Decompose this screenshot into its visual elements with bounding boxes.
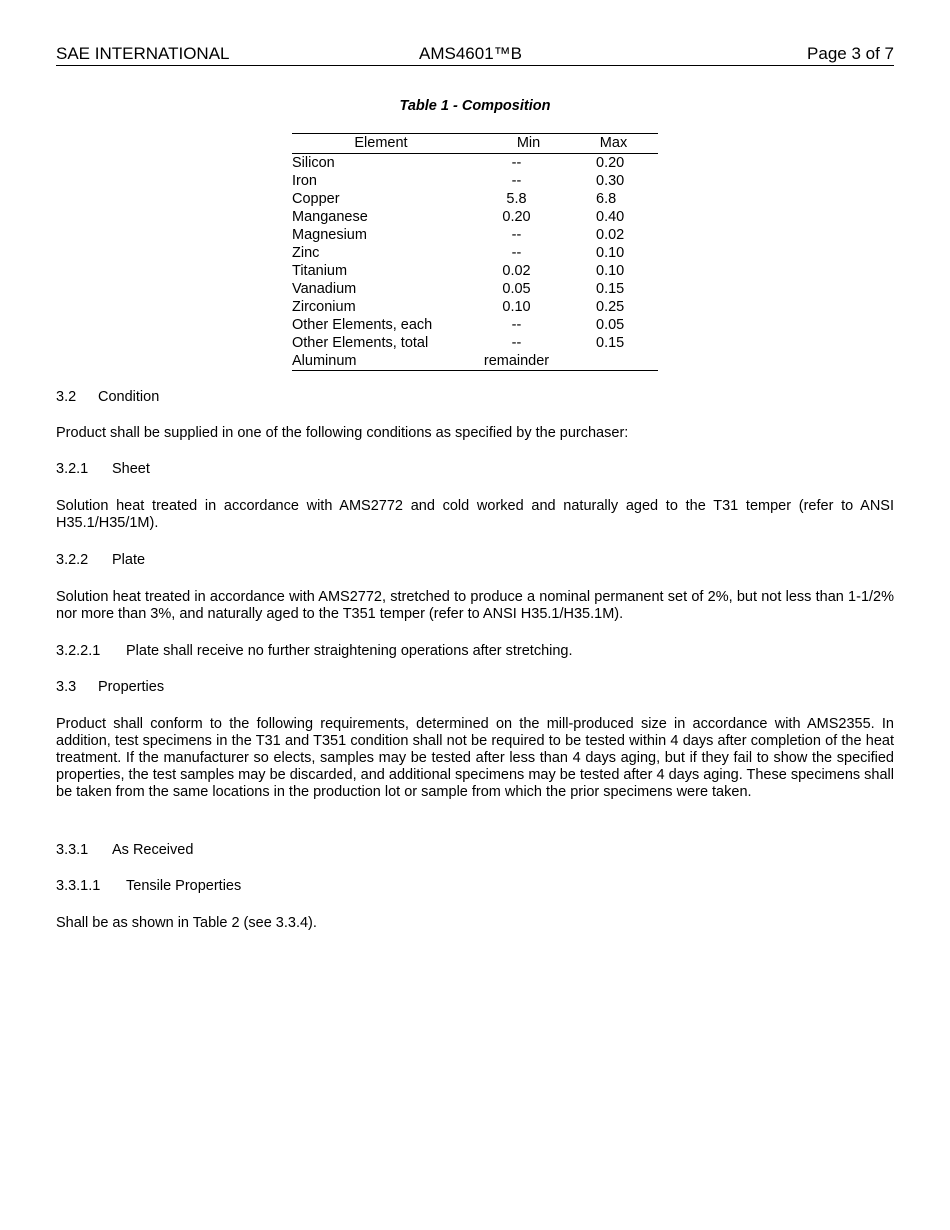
section-3-3-1-heading: [56, 842, 894, 859]
column-header-max: Max: [587, 134, 658, 154]
cell-min: --: [511, 155, 522, 171]
section-3-2-1-heading: [56, 461, 894, 478]
section-3-2-text: Product shall be supplied in one of the following conditions as specified by the purchaser:: [56, 425, 629, 441]
section-3-2-2-text: Solution heat treated in accordance with AMS2772, stretched to produce a nominal permanent set of 2%, but not less than 1-1/2% nor more than 3%, and naturally aged to the T351 temper (refer to ANSI H35.1/H35.1M).: [56, 589, 894, 622]
cell-element: Manganese: [292, 209, 368, 225]
table-row: [292, 172, 658, 190]
table-row: [292, 316, 658, 334]
table-row: [292, 334, 658, 352]
table-1-title: Table 1 - Composition: [399, 98, 551, 114]
table-row: [292, 244, 658, 262]
cell-max: 0.15: [596, 335, 625, 351]
composition-table: [292, 133, 658, 371]
cell-min: 5.8: [506, 191, 527, 207]
cell-min: --: [511, 335, 522, 351]
table-header-row: [292, 134, 658, 154]
section-3-3-heading: [56, 679, 894, 696]
cell-element: Aluminum: [292, 353, 357, 369]
section-number: 3.3.1.1: [56, 878, 101, 894]
section-3-2-1-text: Solution heat treated in accordance with AMS2772 and cold worked and naturally aged to the T31 temper (refer to ANSI H35.1/H35/1M).: [56, 498, 894, 531]
cell-element: Zinc: [292, 245, 320, 261]
cell-min: remainder: [483, 353, 550, 369]
cell-element: Magnesium: [292, 227, 367, 243]
cell-max: 0.30: [596, 173, 625, 189]
table-row: [292, 190, 658, 208]
section-title: Tensile Properties: [126, 878, 242, 894]
section-3-2-heading: [56, 389, 894, 406]
table-row: [292, 208, 658, 226]
cell-min: --: [511, 227, 522, 243]
cell-max: 0.10: [596, 263, 625, 279]
cell-min: --: [511, 173, 522, 189]
table-row: [292, 226, 658, 244]
table-row: [292, 154, 658, 173]
cell-min: --: [511, 317, 522, 333]
section-title: As Received: [112, 842, 194, 858]
page-header: [56, 44, 894, 66]
cell-min: 0.02: [502, 263, 531, 279]
cell-max: 0.05: [596, 317, 625, 333]
section-3-2-2-1: [56, 643, 894, 660]
section-title: Plate: [112, 552, 146, 568]
cell-max: 0.10: [596, 245, 625, 261]
cell-element: Iron: [292, 173, 317, 189]
cell-element: Titanium: [292, 263, 348, 279]
table-row: [292, 280, 658, 298]
section-number: 3.2.1: [56, 461, 89, 477]
section-number: 3.3: [56, 679, 77, 695]
column-header-min: Min: [470, 134, 587, 154]
section-number: 3.3.1: [56, 842, 89, 858]
cell-min: 0.20: [502, 209, 531, 225]
cell-element: Silicon: [292, 155, 335, 171]
table-row: [292, 298, 658, 316]
cell-element: Zirconium: [292, 299, 356, 315]
section-title: Condition: [98, 389, 160, 405]
section-number: 3.2: [56, 389, 77, 405]
header-organization: SAE INTERNATIONAL: [56, 44, 230, 63]
composition-table-body: [292, 154, 658, 371]
section-3-3-text: Product shall conform to the following requirements, determined on the mill-produced size in accordance with AMS2355. In addition, test specimens in the T31 and T351 condition shall not be required to be tested within 4 days after completion of the heat treatment. If the manufacturer so elects, samples may be tested after less than 4 days aging, but if they fail to show the specified properties, the test samples may be discarded, and additional specimens may be tested after 4 days aging. These specimens shall be taken from the same locations in the production lot or sample from which the prior specimens were taken.: [56, 716, 894, 800]
cell-element: Other Elements, each: [292, 317, 433, 333]
cell-max: 0.25: [596, 299, 625, 315]
cell-min: 0.10: [502, 299, 531, 315]
header-document-id: AMS4601™B: [419, 44, 522, 63]
section-3-3-1-1-heading: [56, 878, 894, 895]
section-number: 3.2.2: [56, 552, 89, 568]
section-text: Plate shall receive no further straightening operations after stretching.: [126, 643, 573, 659]
header-page-number: Page 3 of 7: [807, 44, 894, 63]
cell-element: Copper: [292, 191, 340, 207]
cell-element: Other Elements, total: [292, 335, 429, 351]
cell-max: 0.02: [596, 227, 625, 243]
section-3-3-1-1-text: Shall be as shown in Table 2 (see 3.3.4).: [56, 915, 317, 931]
cell-min: --: [511, 245, 522, 261]
section-3-2-2-heading: [56, 552, 894, 569]
cell-min: 0.05: [502, 281, 531, 297]
section-number: 3.2.2.1: [56, 643, 101, 659]
cell-max: 0.40: [596, 209, 625, 225]
table-row: [292, 262, 658, 280]
table-row: [292, 352, 658, 371]
cell-max: 0.15: [596, 281, 625, 297]
cell-element: Vanadium: [292, 281, 357, 297]
cell-max: 0.20: [596, 155, 625, 171]
section-title: Properties: [98, 679, 165, 695]
cell-max: [587, 352, 658, 371]
column-header-element: Element: [292, 134, 470, 154]
cell-max: 6.8: [596, 191, 617, 207]
section-title: Sheet: [112, 461, 150, 477]
